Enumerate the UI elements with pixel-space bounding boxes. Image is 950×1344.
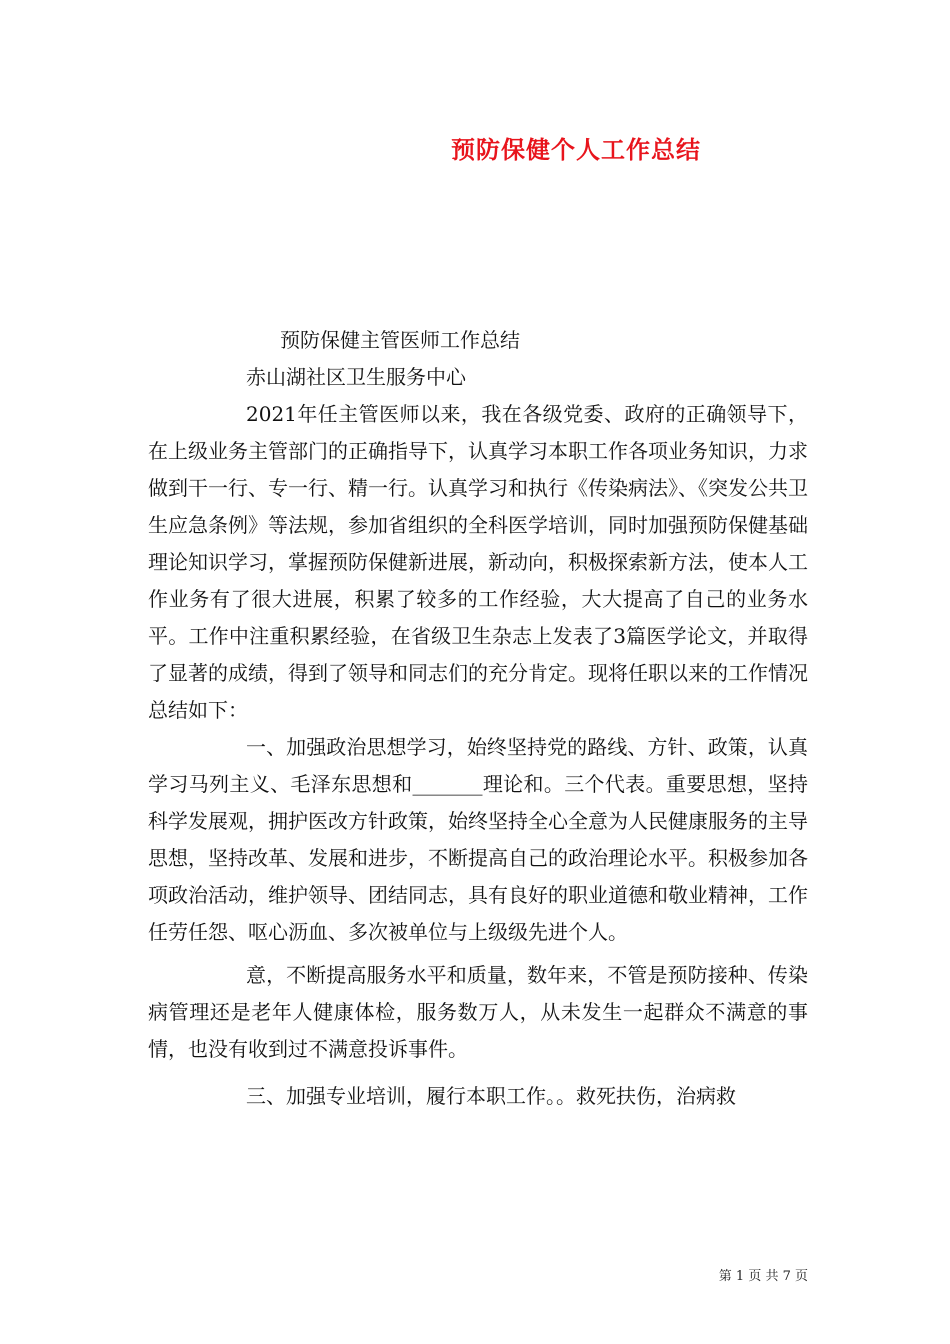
- organization-name: 赤山湖社区卫生服务中心: [246, 365, 466, 389]
- page-number: 第 1 页 共 7 页: [718, 1269, 808, 1284]
- document-title: 预防保健个人工作总结: [451, 135, 701, 164]
- paragraph-section-3: 三、加强专业培训，履行本职工作。。救死扶伤，治病救: [246, 1084, 736, 1108]
- paragraph-section-2: 意，不断提高服务水平和质量，数年来，不管是预防接种、传染病管理还是老年人健康体检，服务数万人，从未发生一起群众不满意的事情，也没有收到过不满意投诉事件。: [148, 963, 808, 1061]
- document-subtitle: 预防保健主管医师工作总结: [280, 328, 520, 352]
- document-body: [148, 322, 808, 1115]
- paragraph-section-1: 一、加强政治思想学习，始终坚持党的路线、方针、政策，认真学习马列主义、毛泽东思想和_______理论和。三个代表。重要思想，坚持科学发展观，拥护医改方针政策，始终坚持全心全意为人民健康服务的主导思想，坚持改革、发展和进步，不断提高自己的政治理论水平。积极参加各项政治活动，维护领导、团结同志，具有良好的职业道德和敬业精神，工作任劳任怨、呕心沥血、多次被单位与上级级先进个人。: [148, 735, 808, 944]
- paragraph-intro: 2021年任主管医师以来，我在各级党委、政府的正确领导下，在上级业务主管部门的正确指导下，认真学习本职工作各项业务知识，力求做到干一行、专一行、精一行。认真学习和执行《传染病法》、《突发公共卫生应急条例》等法规，参加省组织的全科医学培训，同时加强预防保健基础理论知识学习，掌握预防保健新进展，新动向，积极探索新方法，使本人工作业务有了很大进展，积累了较多的工作经验，大大提高了自己的业务水平。工作中注重积累经验，在省级卫生杂志上发表了3篇医学论文，并取得了显著的成绩，得到了领导和同志们的充分肯定。现将任职以来的工作情况总结如下：: [148, 402, 808, 722]
